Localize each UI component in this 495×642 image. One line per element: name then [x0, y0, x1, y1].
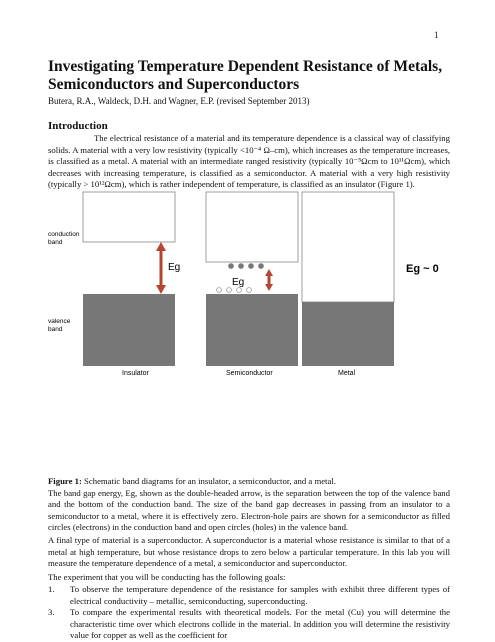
- electron-2: [238, 263, 244, 269]
- semiconductor-valence-band: [206, 294, 298, 366]
- caption-label: Figure 1:: [48, 476, 82, 486]
- goals-intro: The experiment that you will be conducting has the following goals:: [48, 572, 286, 582]
- hole-4: [247, 288, 252, 293]
- figure-caption: [48, 476, 450, 534]
- semiconductor-eg-arrow-head-down: [265, 284, 273, 291]
- section-heading-introduction: Introduction: [48, 120, 108, 132]
- semiconductor-eg-arrow-head-up: [265, 269, 273, 276]
- hole-2: [227, 288, 232, 293]
- insulator-label: Insulator: [122, 370, 149, 377]
- valence-band-label-line1: valence: [48, 318, 71, 325]
- semiconductor-label: Semiconductor: [226, 370, 273, 377]
- insulator-valence-band: [83, 294, 175, 366]
- insulator-eg-arrow-head-up: [156, 242, 166, 251]
- electron-3: [248, 263, 254, 269]
- semiconductor-eg-label: Eg: [232, 277, 245, 288]
- metal-valence-band: [302, 302, 394, 366]
- insulator-conduction-band: [83, 192, 175, 242]
- page-number: 1: [434, 30, 439, 40]
- hole-circles: [217, 288, 252, 293]
- caption-body: The band gap energy, Eg, shown as the double-headed arrow, is the separation between the top of the valence band and the bottom of the conduction band. The size of the band gap decreases in passing from an insulator to a semiconductor to a metal, where it is effectively zero. Electron-hole pairs are shown for a semiconductor as filled circles (electrons) in the conduction band and open circles (holes) in the valence band.: [48, 487, 450, 532]
- authors-line: Butera, R.A., Waldeck, D.H. and Wagner, E.P. (revised September 2013): [48, 96, 310, 106]
- goal-text: To observe the temperature dependence of the resistance for samples with exhibit three different types of electrical conductivity – metallic, semiconducting, superconducting.: [70, 584, 450, 606]
- electron-circles: [228, 263, 264, 269]
- goal-number: 1.: [48, 584, 55, 594]
- hole-1: [217, 288, 222, 293]
- metal-eg-label: Eg ~ 0: [406, 263, 439, 275]
- goal-text: To compare the experimental results with theoretical models. For the metal (Cu) you will determine the characteristic time over which electrons collide in the material. In addition you will determine the resistivity value for copper as well as the coefficient for: [70, 607, 450, 640]
- metal-conduction-band: [302, 192, 394, 302]
- conduction-band-label-line1: conduction: [48, 231, 80, 238]
- band-diagram-svg: [48, 190, 450, 465]
- semiconductor-conduction-band: [206, 192, 298, 262]
- hole-3: [237, 288, 242, 293]
- valence-band-label-line2: band: [48, 326, 63, 333]
- caption-title: Schematic band diagrams for an insulator, a semiconductor, and a metal.: [81, 476, 336, 486]
- paper-title: Investigating Temperature Dependent Resistance of Metals, Semiconductors and Superconductors: [48, 58, 443, 93]
- metal-label: Metal: [338, 370, 356, 377]
- intro-paragraph: The electrical resistance of a material and its temperature dependence is a classical way of classifying solids. A material with a very low resistivity (typically <10⁻⁴ Ω–cm), which increases as the temperature increases, is classified as a metal. A material with an intermediate ranged resistivity (typically 10⁻⁵Ωcm to 10¹¹Ωcm), which decreases with increasing temperature, is classified as a semiconductor. A material with a very high resistivity (typically > 10¹²Ωcm), which is rather independent of temperature, is classified as an insulator (Figure 1).: [48, 133, 450, 189]
- insulator-eg-arrow-head-down: [156, 285, 166, 294]
- superconductor-paragraph: A final type of material is a superconductor. A superconductor is a material whose resistance is similar to that of a metal at high temperature, but whose resistance drops to zero below a particular temperature. In this lab you will measure the temperature dependence of a metal, a semiconductor and superconductor.: [48, 535, 450, 568]
- insulator-eg-label: Eg: [168, 262, 181, 273]
- conduction-band-label-line2: band: [48, 239, 63, 246]
- band-diagram-figure: [48, 190, 450, 465]
- goal-number: 3.: [48, 607, 55, 617]
- electron-4: [258, 263, 264, 269]
- electron-1: [228, 263, 234, 269]
